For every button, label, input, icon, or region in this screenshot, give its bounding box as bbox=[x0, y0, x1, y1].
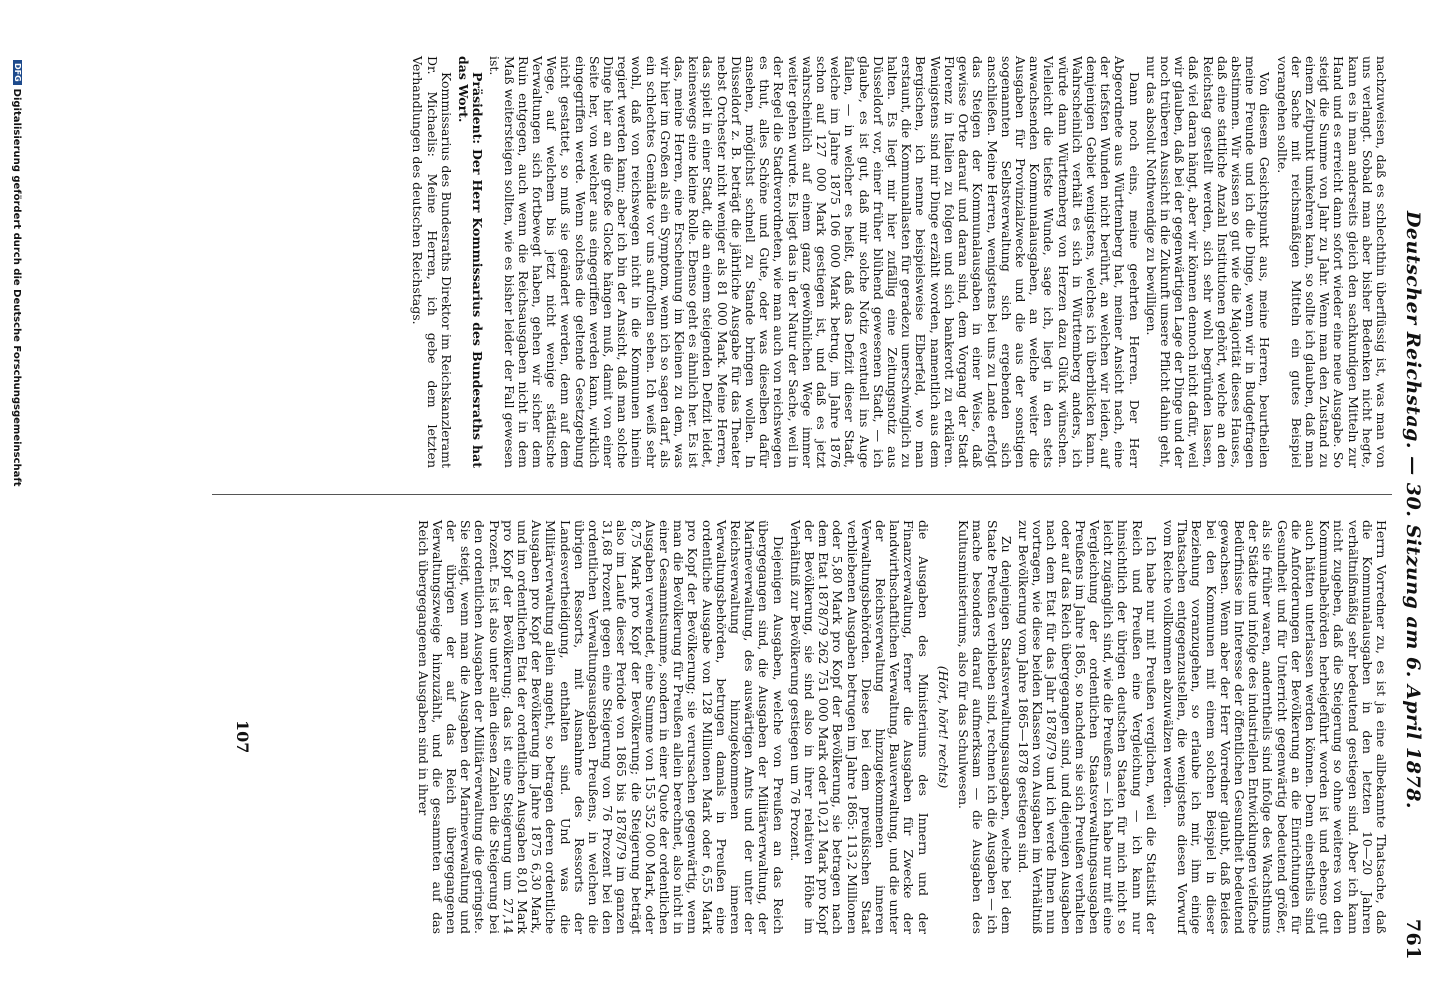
left-column bbox=[407, 56, 1388, 468]
page-header bbox=[1400, 60, 1424, 960]
right-paragraph-1: Herrn Vorredner zu, es ist ja eine allbekannte Thatsache, daß die Kommunalausgaben in den letzten 10—20 Jahren verhältnißmäßig sehr bedeutend gestiegen sind. Aber ich kann nicht zugeben, daß die Steigerung so ohne weiteres von den Kommunalbehörden herbeigeführt worden ist und ebenso gut auch hätten unterlassen werden können. Denn einestheils sind die Anforderungen der Bevölkerung an die Einrichtungen für Gesundheit und für Unterricht gegenwärtig bedeutend größer, als sie früher waren, anderntheils sind infolge des Wachsthums der Städte und infolge des industriellen Entwicklungen vielfache Bedürfnisse im Interesse der öffentlichen Gesundheit bedeutend gewachsen. Wenn aber der Herr Vorredner glaubt, daß Beides bei den Kommunen mit einem solchen Beispiel in dieser Beziehung voranzugehen, so erlaube ich mir, ihm einige Thatsachen entgegenzustellen, die wenigstens diesen Vorwurf vom Reiche vollkommen abzuwälzen werden. bbox=[1160, 520, 1389, 934]
dfg-logo: DFG bbox=[13, 60, 22, 85]
credit-text: Digitalisierung gefördert durch die Deutsche Forschungsgemeinschaft bbox=[11, 88, 22, 487]
right-paragraph-3: Zu denjenigen Staatsverwaltungsausgaben, welche bei dem Staate Preußen verblieben sind, rechnen ich die Ausgaben — ich mache besonders darauf aufmerksam — die Ausgaben des Kultusministeriums, also für das Schulwesen. bbox=[956, 520, 1014, 934]
running-title: Deutscher Reichstag. — 30. Sitzung am 6. April 1878. bbox=[1402, 210, 1424, 810]
digitization-credit bbox=[11, 60, 22, 487]
right-paragraph-2: Ich habe nur mit Preußen verglichen, weil die Statistik der Reich und Preußen eine Vergleichung — ich kann nur hinsichtlich der übrigen deutschen Staaten für mich nicht so leicht zugänglich sind, wie die Preußens — ich habe nur mit eine Vergleichung der ordentlichen Staatsverwaltungsausgaben Preußens im Jahre 1865, so nachdem sie sich Preußen verhalten oder auf das Reich übergegangen sind, und diejenigen Ausgaben nach dem Etat für das Jahr 1878/79 und ich werde Ihnen nun vortragen, wie diese beiden Klassen von Ausgaben im Verhältniß zur Bevölkerung vom Jahre 1865—1878 gestiegen sind. bbox=[1015, 520, 1159, 934]
right-interjection: (Hört, hört! rechts) bbox=[935, 665, 951, 789]
page-number: 761 bbox=[1402, 918, 1424, 960]
left-paragraph-5: Kommissarius des Bundesraths Direktor im Reichskanzleramt Dr. Michaelis: Meine Herren, ich gebe dem letzten Verhandlungen des deutschen Reichstags. bbox=[410, 56, 454, 468]
column-divider bbox=[212, 494, 1392, 495]
left-paragraph-4: Präsident: Der Herr Kommissarius des Bundesraths hat das Wort. bbox=[456, 56, 486, 468]
right-paragraph-5: Diejenigen Ausgaben, welche von Preußen an das Reich übergegangen sind, die Ausgaben der Militärverwaltung, der Marineverwaltung, des auswärtigen Amts und der unter der Reichsverwaltung hinzugekommenen inneren Verwaltungsbehörden, betrugen damals in Preußen eine ordentliche Ausgabe von 128 Millionen Mark oder 6,55 Mark pro Kopf der Bevölkerung; sie verursachen gegenwärtig, wenn man die Bevölkerung für Preußen allein berechnet, also nicht in einer Gesammtsumme, sondern in einer Quote der ordentlichen Ausgaben verwendet, eine Summe von 155 352 000 Mark, oder 8,75 Mark pro Kopf der Bevölkerung; die Steigerung beträgt also im Laufe dieser Periode von 1865 bis 1878/79 im ganzen 31,68 Prozent gegen eine Steigerung von 76 Prozent bei den ordentlichen Verwaltungsausgaben Preußens, in welchen die übrigen Ressorts, mit Ausnahme des Ressorts der Landesvertheidigung, enthalten sind. Und was die Militärverwaltung allein angeht, so betragen deren ordentliche Ausgaben pro Kopf der Bevölkerung im Jahre 1875 6,30 Mark, und im ordentlichen Etat der ordentlichen Ausgaben 8,01 Mark pro Kopf der Bevölkerung; das ist eine Steigerung um 27,14 Prozent. Es ist also unter allen diesen Zahlen die Steigerung bei den ordentlichen Ausgaben der Militärverwaltung die geringste. Sie steigt, wenn man die Ausgaben der Marineverwaltung und der übrigen der auf das Reich übergegangenen Verwaltungszweige hinzuzählt, und die gesammten auf das Reich übergegangenen Ausgaben sind in ihrer bbox=[415, 520, 786, 934]
right-paragraph-4: die Ausgaben des Ministeriums des Innern und der Finanzverwaltung, ferner die Ausgaben für Zwecke der landwirthschaftlichen Verwaltung, Bauverwaltung, und die unter der Reichsverwaltung hinzugekommenen inneren Verwaltungsbehörden. Diese bei dem preußischen Staat verbliebenen Ausgaben betrugen im Jahre 1865: 113,2 Millionen oder 5,80 Mark pro Kopf der Bevölkerung, sie betragen nach dem Etat 1878/79 262 751 000 Mark oder 10,21 Mark pro Kopf der Bevölkerung, sie sind also in ihrer relativen Höhe im Verhältniß zur Bevölkerung gestiegen um 76 Prozent. bbox=[787, 520, 931, 934]
left-paragraph-2: Von diesem Gesichtspunkt aus, meine Herren, beurtheilen meine Freunde und ich die Dinge, wenn wir in Budgetfragen abstimmen. Wir wissen so gut wie die Majorität dieses Hauses, daß eine stattliche Anzahl Institutionen gehört, welche an den Reichstag gestellt werden, sich sehr wohl begründen lassen, daß viel daran hängt, aber wir können dennoch nicht dafür, weil wir glauben, daß bei der gegenwärtigen Lage der Dinge und der noch trüberen Aussicht in die Zukunft unsere Pflicht dahin geht, nur das absolut Nothwendige zu bewilligen. bbox=[1143, 56, 1273, 468]
left-paragraph-3: Dann noch eins, meine geehrten Herren. Der Herr Abgeordnete aus Württemberg hat, meiner Ansicht nach, eine der tiefsten Wunden nicht berührt, an welchen wir leiden, auf demjenigen Gebiet wenigstens, welches ich überblicken kann. Wahrscheinlich verhält es sich in Württemberg anders, ich würde dann Württemberg von Herzen dazu Glück wünschen. Vielleicht die tiefste Wunde, sage ich, liegt in den stets anwachsenden Kommunalausgaben, an welche weiter die Ausgaben für Provinzialzwecke und die aus der sonstigen sogenannten Selbstverwaltung sich ergebenden sich anschließen. Meine Herren, wenigstens bei uns zu Lande erfolgt das Steigen der Kommunalausgaben in einer Weise, daß gewisse Orte darauf und daran sind, dem Vorgang der Stadt Florenz in Italien zu folgen und sich bankerott zu erklären. Wenigstens sind mir Dinge erzählt worden, namentlich aus dem Bergischen, ich nenne beispielsweise Elberfeld, wo man erstaunt, die Kommunallasten für geradezu unerschwinglich zu halten. Es liegt mir hier zufällig eine Zeitungsnotiz aus Düsseldorf vor, einer früher blühend gewesenen Stadt, — ich glaube, es ist gut, daß mir solche Notiz eventuell ins Auge fallen, — in welcher es heißt, daß das Defizit dieser Stadt, welche im Jahre 1875 106 000 Mark betrug, im Jahre 1876 schon auf 127 000 Mark gestiegen ist, und daß es jetzt wahrscheinlich auf einem ganz gewöhnlichen Wege immer weiter gehen wurde. Es liegt das in der Natur der Sache, weil in der Regel die Stadtverordneten, wie man auch von reichswegen es thut, alles Schöne und Gute, oder was dieselben dafür ansehen, möglichst schnell zu Stande bringen wollen. In Düsseldorf z. B. beträgt die jährliche Ausgabe für das Theater nebst Orchester nicht weniger als 81 000 Mark. Meine Herren, das spielt in einer Stadt, die an einem steigenden Defizit leidet, keineswegs eine kleine Rolle. Ebenso geht es ähnlich her. Es ist das, meine Herren, eine Erscheinung im Kleinen zu dem, was wir hier im Großen als ein Symptom, wenn ich so sagen darf, als ein schlechtes Gemälde vor uns aufrollen sehen. Ich weiß sehr wohl, daß von reichswegen nicht in die Kommunen hinein regiert werden kann; aber ich bin der Ansicht, daß man solche Dinge hier an die große Glocke hängen muß, damit von einer Seite her, von welcher aus eingegriffen werden kann, wirklich eingegriffen werde. Wenn solches die geltende Gesetzgebung nicht gestattet, so muß sie geändert werden, denn auf dem Wege, auf welchem bis jetzt nicht wenige städtische Verwaltungen sich fortbewegt haben, gehen wir sicher dem Ruin entgegen, auch wenn die Reichsausgaben nicht in dem Maß weitersteigen sollten, wie es bisher leider der Fall gewesen ist. bbox=[487, 56, 1142, 468]
left-paragraph-1: nachzuweisen, daß es schlechthin überflüssig ist, was man von uns verlangt. Sobald man aber bisher Bedenken nicht hegte, kann es in man anderseits gleich den sachkundigen Mitteln zur Hand und es erreicht dann sofort wieder eine neue Ausgabe. So steigt die Summe von Jahr zu Jahr. Wenn man den Zustand zu einem Zeitpunkt umkehren kann, so sollte ich glauben, daß man der Sache mit reichsmäßigen Mitteln ein gutes Beispiel vorangehen sollte. bbox=[1274, 56, 1389, 468]
signature-mark: 107 bbox=[233, 720, 252, 754]
right-column bbox=[412, 520, 1388, 934]
